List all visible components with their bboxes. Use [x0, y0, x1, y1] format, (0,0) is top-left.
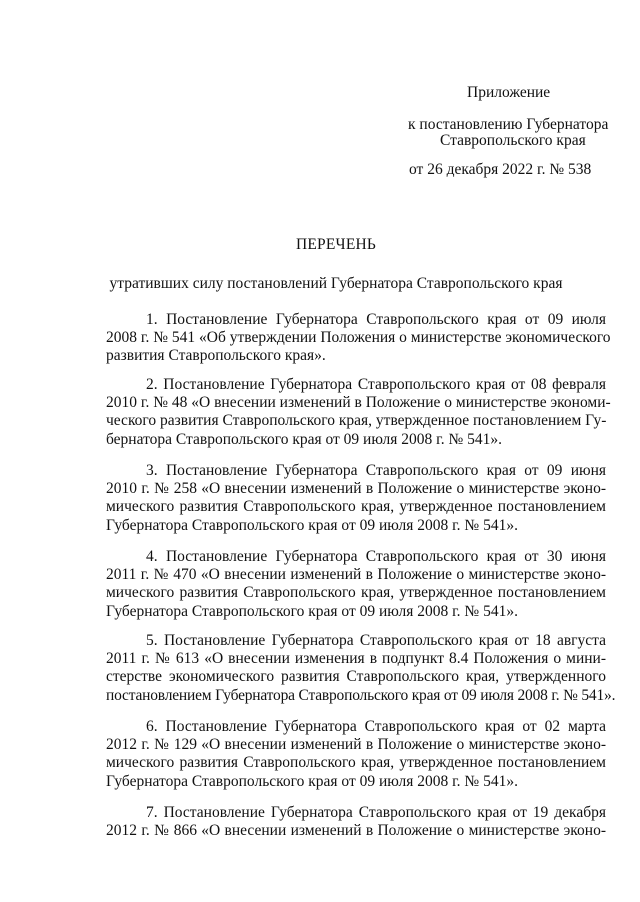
- item-line: развития Ставропольского края».: [106, 347, 326, 365]
- item-line: 2011 г. № 470 «О внесении изменений в Положение о министерстве эконо-: [106, 566, 606, 584]
- document-subtitle: утративших силу постановлений Губернатора Ставропольского края: [109, 275, 563, 292]
- item-line: Губернатора Ставропольского края от 09 июля 2008 г. № 541».: [106, 602, 518, 620]
- item-line: 3. Постановление Губернатора Ставропольского края от 09 июня: [146, 462, 606, 479]
- item-line: 2008 г. № 541 «Об утверждении Положения о министерстве экономического: [106, 329, 611, 347]
- item-line: 2012 г. № 866 «О внесении изменений в Положение о министерстве эконо-: [106, 822, 606, 840]
- item-line: Губернатора Ставропольского края от 09 июля 2008 г. № 541».: [106, 772, 518, 790]
- item-line: 2010 г. № 48 «О внесении изменений в Положение о министерстве экономи-: [106, 394, 611, 412]
- list-item: [106, 311, 611, 366]
- item-line: 2011 г. № 613 «О внесении изменения в подпункт 8.4 Положения о мини-: [106, 650, 606, 668]
- item-line: мического развития Ставропольского края, утвержденное постановлением: [106, 754, 606, 772]
- list-item: [106, 804, 606, 840]
- appendix-date: от 26 декабря 2022 г. № 538: [409, 161, 592, 178]
- list-item: [106, 462, 606, 535]
- item-line: 2010 г. № 258 «О внесении изменений в Положение о министерстве эконо-: [106, 480, 606, 498]
- item-line: 6. Постановление Губернатора Ставропольского края от 02 марта: [146, 718, 606, 735]
- appendix-ref-line-2: Ставропольского края: [440, 132, 586, 149]
- item-line: 2. Постановление Губернатора Ставропольского края от 08 февраля: [146, 376, 606, 393]
- item-line: 4. Постановление Губернатора Ставропольского края от 30 июня: [146, 548, 606, 565]
- item-line: постановлением Губернатора Ставропольского края от 09 июля 2008 г. № 541».: [106, 686, 616, 704]
- item-line: Губернатора Ставропольского края от 09 июля 2008 г. № 541».: [106, 516, 518, 534]
- document-title: ПЕРЕЧЕНЬ: [296, 236, 376, 253]
- item-line: бернатора Ставропольского края от 09 июля 2008 г. № 541».: [106, 430, 503, 448]
- item-line: стерстве экономического развития Ставропольского края, утвержденного: [106, 668, 606, 686]
- list-item: [106, 632, 616, 705]
- list-item: [106, 718, 606, 791]
- item-line: мического развития Ставропольского края, утвержденное постановлением: [106, 584, 606, 602]
- item-line: 2012 г. № 129 «О внесении изменений в Положение о министерстве эконо-: [106, 736, 606, 754]
- list-item: [106, 548, 606, 621]
- item-line: 5. Постановление Губернатора Ставропольского края от 18 августа: [146, 632, 606, 649]
- list-item: [106, 376, 611, 449]
- item-line: мического развития Ставропольского края, утвержденное постановлением: [106, 498, 606, 516]
- item-line: 1. Постановление Губернатора Ставропольского края от 09 июля: [146, 311, 606, 328]
- item-line: ческого развития Ставропольского края, утвержденное постановлением Гу-: [106, 412, 607, 430]
- item-line: 7. Постановление Губернатора Ставропольского края от 19 декабря: [146, 804, 606, 821]
- appendix-title: Приложение: [467, 84, 551, 101]
- appendix-ref-line-1: к постановлению Губернатора: [408, 116, 609, 133]
